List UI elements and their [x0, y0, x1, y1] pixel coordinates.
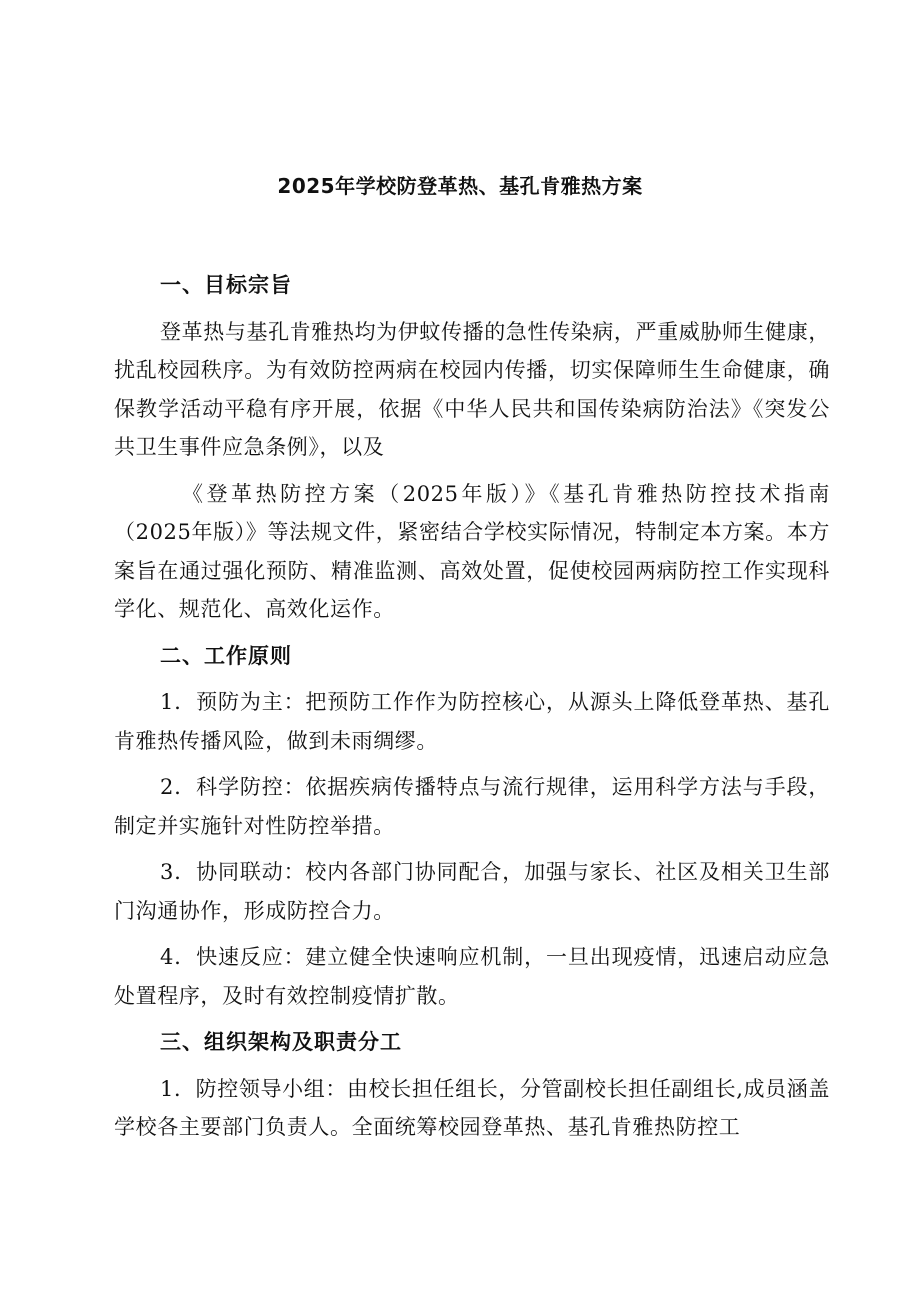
section-heading-organization: 三、组织架构及职责分工: [160, 1030, 402, 1054]
list-item: 1．防控领导小组：由校长担任组长，分管副校长担任副组长,成员涵盖学校各主要部门负责人。全面统筹校园登革热、基孔肯雅热防控工: [114, 1076, 830, 1139]
section-heading-goals: 一、目标宗旨: [160, 273, 292, 297]
paragraph: 《登革热防控方案（2025年版）》《基孔肯雅热防控技术指南（2025年版）》等法规文件，紧密结合学校实际情况，特制定本方案。本方案旨在通过强化预防、精准监测、高效处置，促使校园两病防控工作实现科学化、规范化、高效化运作。: [114, 481, 830, 621]
list-item: 1．预防为主：把预防工作作为防控核心，从源头上降低登革热、基孔肯雅热传播风险，做到未雨绸缪。: [114, 690, 830, 753]
list-item: 4．快速反应：建立健全快速响应机制，一旦出现疫情，迅速启动应急处置程序，及时有效控制疫情扩散。: [114, 945, 830, 1008]
paragraph: 登革热与基孔肯雅热均为伊蚊传播的急性传染病，严重威胁师生健康，扰乱校园秩序。为有效防控两病在校园内传播，切实保障师生生命健康，确保教学活动平稳有序开展，依据《中华人民共和国传染病防治法》《突发公共卫生事件应急条例》，以及: [114, 319, 830, 459]
list-item: 3．协同联动：校内各部门协同配合，加强与家长、社区及相关卫生部门沟通协作，形成防控合力。: [114, 860, 830, 923]
section-heading-principles: 二、工作原则: [160, 643, 292, 668]
document-title: 2025年学校防登革热、基孔肯雅热方案: [277, 174, 643, 198]
document-body: [114, 266, 830, 1155]
list-item: 2．科学防控：依据疾病传播特点与流行规律，运用科学方法与手段，制定并实施针对性防控举措。: [114, 775, 830, 838]
